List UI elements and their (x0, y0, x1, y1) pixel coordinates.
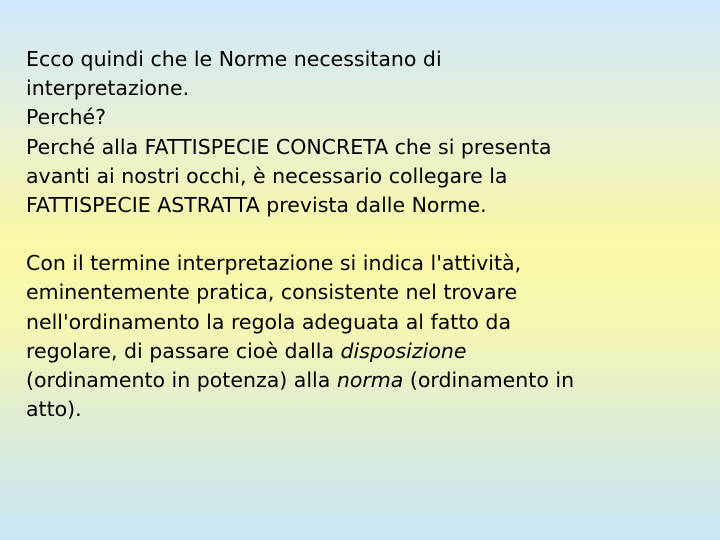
text-line: Ecco quindi che le Norme necessitano di (26, 47, 442, 71)
text-line (26, 337, 696, 366)
text-line: Con il termine interpretazione si indica l'attività, (26, 251, 522, 276)
paragraph-interpretazione (26, 249, 696, 424)
text-line: FATTISPECIE ASTRATTA prevista dalle Norme. (26, 193, 487, 218)
text-line: atto). (26, 397, 82, 422)
text-line (26, 366, 696, 395)
italic-term-norma: norma (336, 368, 404, 393)
paragraph-norme (26, 45, 696, 220)
text-line: eminentemente pratica, consistente nel trovare (26, 280, 518, 305)
text-line: Perché? (26, 105, 106, 130)
text-line: nell'ordinamento la regola adeguata al fatto da (26, 309, 512, 334)
text-line: interpretazione. (26, 76, 190, 101)
text-line: avanti ai nostri occhi, è necessario collegare la (26, 163, 508, 188)
slide-text-box (26, 45, 696, 424)
text-segment: (ordinamento in (403, 368, 575, 393)
text-line: Perché alla FATTISPECIE CONCRETA che si presenta (26, 134, 552, 159)
text-segment: regolare, di passare cioè dalla (26, 338, 341, 363)
italic-term-disposizione: disposizione (340, 338, 467, 363)
text-segment: (ordinamento in potenza) alla (26, 368, 337, 393)
